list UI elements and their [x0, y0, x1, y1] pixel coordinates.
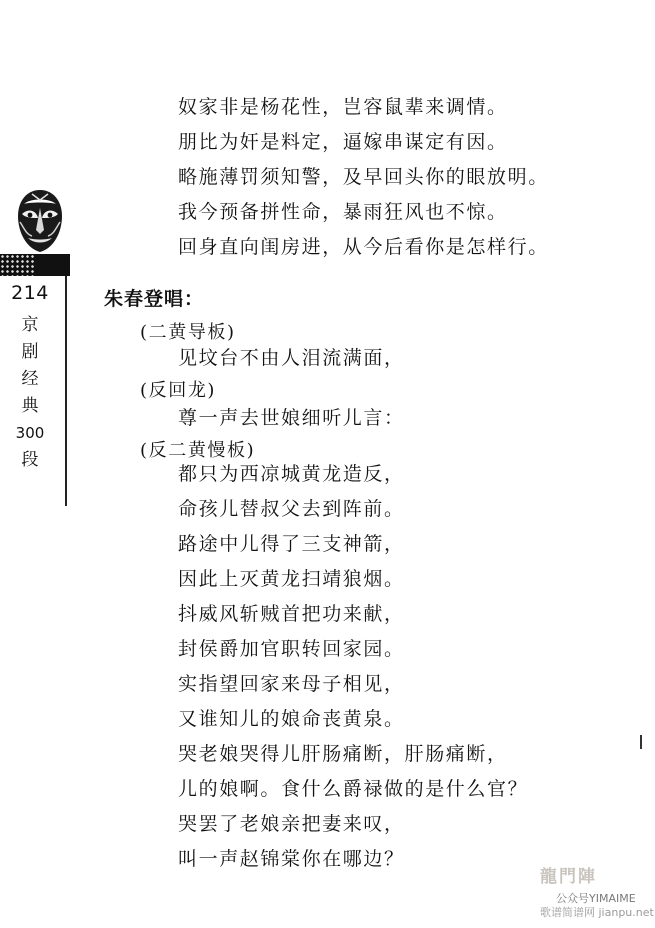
- song-line: 又谁知儿的娘命丧黄泉。: [178, 708, 405, 730]
- book-title: [10, 312, 50, 474]
- song-lines: [178, 401, 405, 436]
- tune-label: (二黄导板): [140, 322, 236, 343]
- book-title-char: 段: [21, 450, 39, 470]
- book-title-char: 典: [21, 396, 39, 416]
- song-lines: [178, 457, 528, 877]
- song-line: 因此上灭黄龙扫靖狼烟。: [178, 568, 405, 590]
- song-lines: [178, 341, 405, 376]
- page-number: 214: [11, 282, 49, 304]
- song-line: 实指望回家来母子相见，: [178, 673, 405, 695]
- song-line: 路途中儿得了三支神箭，: [178, 533, 405, 555]
- verse-line: 朋比为奸是料定，逼嫁串谋定有因。: [178, 131, 508, 153]
- song-line: 哭老娘哭得儿肝肠痛断，肝肠痛断，: [178, 743, 508, 765]
- verse-line: 回身直向闺房进，从今后看你是怎样行。: [178, 236, 549, 258]
- book-title-char: 剧: [21, 342, 39, 362]
- watermark-public-account: 公众号YIMAIME: [556, 892, 636, 905]
- margin-bar-halftone: [0, 254, 36, 276]
- book-title-number: 300: [15, 424, 45, 442]
- song-line: 儿的娘啊。食什么爵禄做的是什么官？: [178, 778, 529, 800]
- song-line: 都只为西凉城黄龙造反，: [178, 463, 405, 485]
- song-line: 见坟台不由人泪流满面，: [178, 347, 405, 369]
- verse-line: 奴家非是杨花性，岂容鼠辈来调情。: [178, 96, 508, 118]
- opera-mask-icon: [14, 188, 66, 254]
- edge-mark: [640, 735, 642, 749]
- singer-heading: 朱春登唱：: [104, 288, 205, 310]
- song-line: 封侯爵加官职转回家园。: [178, 638, 405, 660]
- song-line: 尊一声去世娘细听儿言：: [178, 407, 405, 429]
- song-line: 哭罢了老娘亲把妻来叹，: [178, 813, 405, 835]
- verse-line: 我今预备拼性命，暴雨狂风也不惊。: [178, 201, 508, 223]
- verse-line: 略施薄罚须知警，及早回头你的眼放明。: [178, 166, 549, 188]
- watermark-site: 歌谱简谱网 jianpu.net: [540, 906, 654, 919]
- song-line: 叫一声赵锦棠你在哪边？: [178, 848, 405, 870]
- margin-rule: [65, 276, 67, 506]
- book-title-char: 经: [21, 369, 39, 389]
- tune-label: (反二黄慢板): [140, 440, 256, 461]
- watermark-logo: 龍門陣: [540, 867, 597, 887]
- tune-label: (反回龙): [140, 380, 217, 401]
- book-title-char: 京: [21, 315, 39, 335]
- song-line: 命孩儿替叔父去到阵前。: [178, 498, 405, 520]
- song-line: 抖威风斩贼首把功来献，: [178, 603, 405, 625]
- intro-verse: [178, 90, 549, 265]
